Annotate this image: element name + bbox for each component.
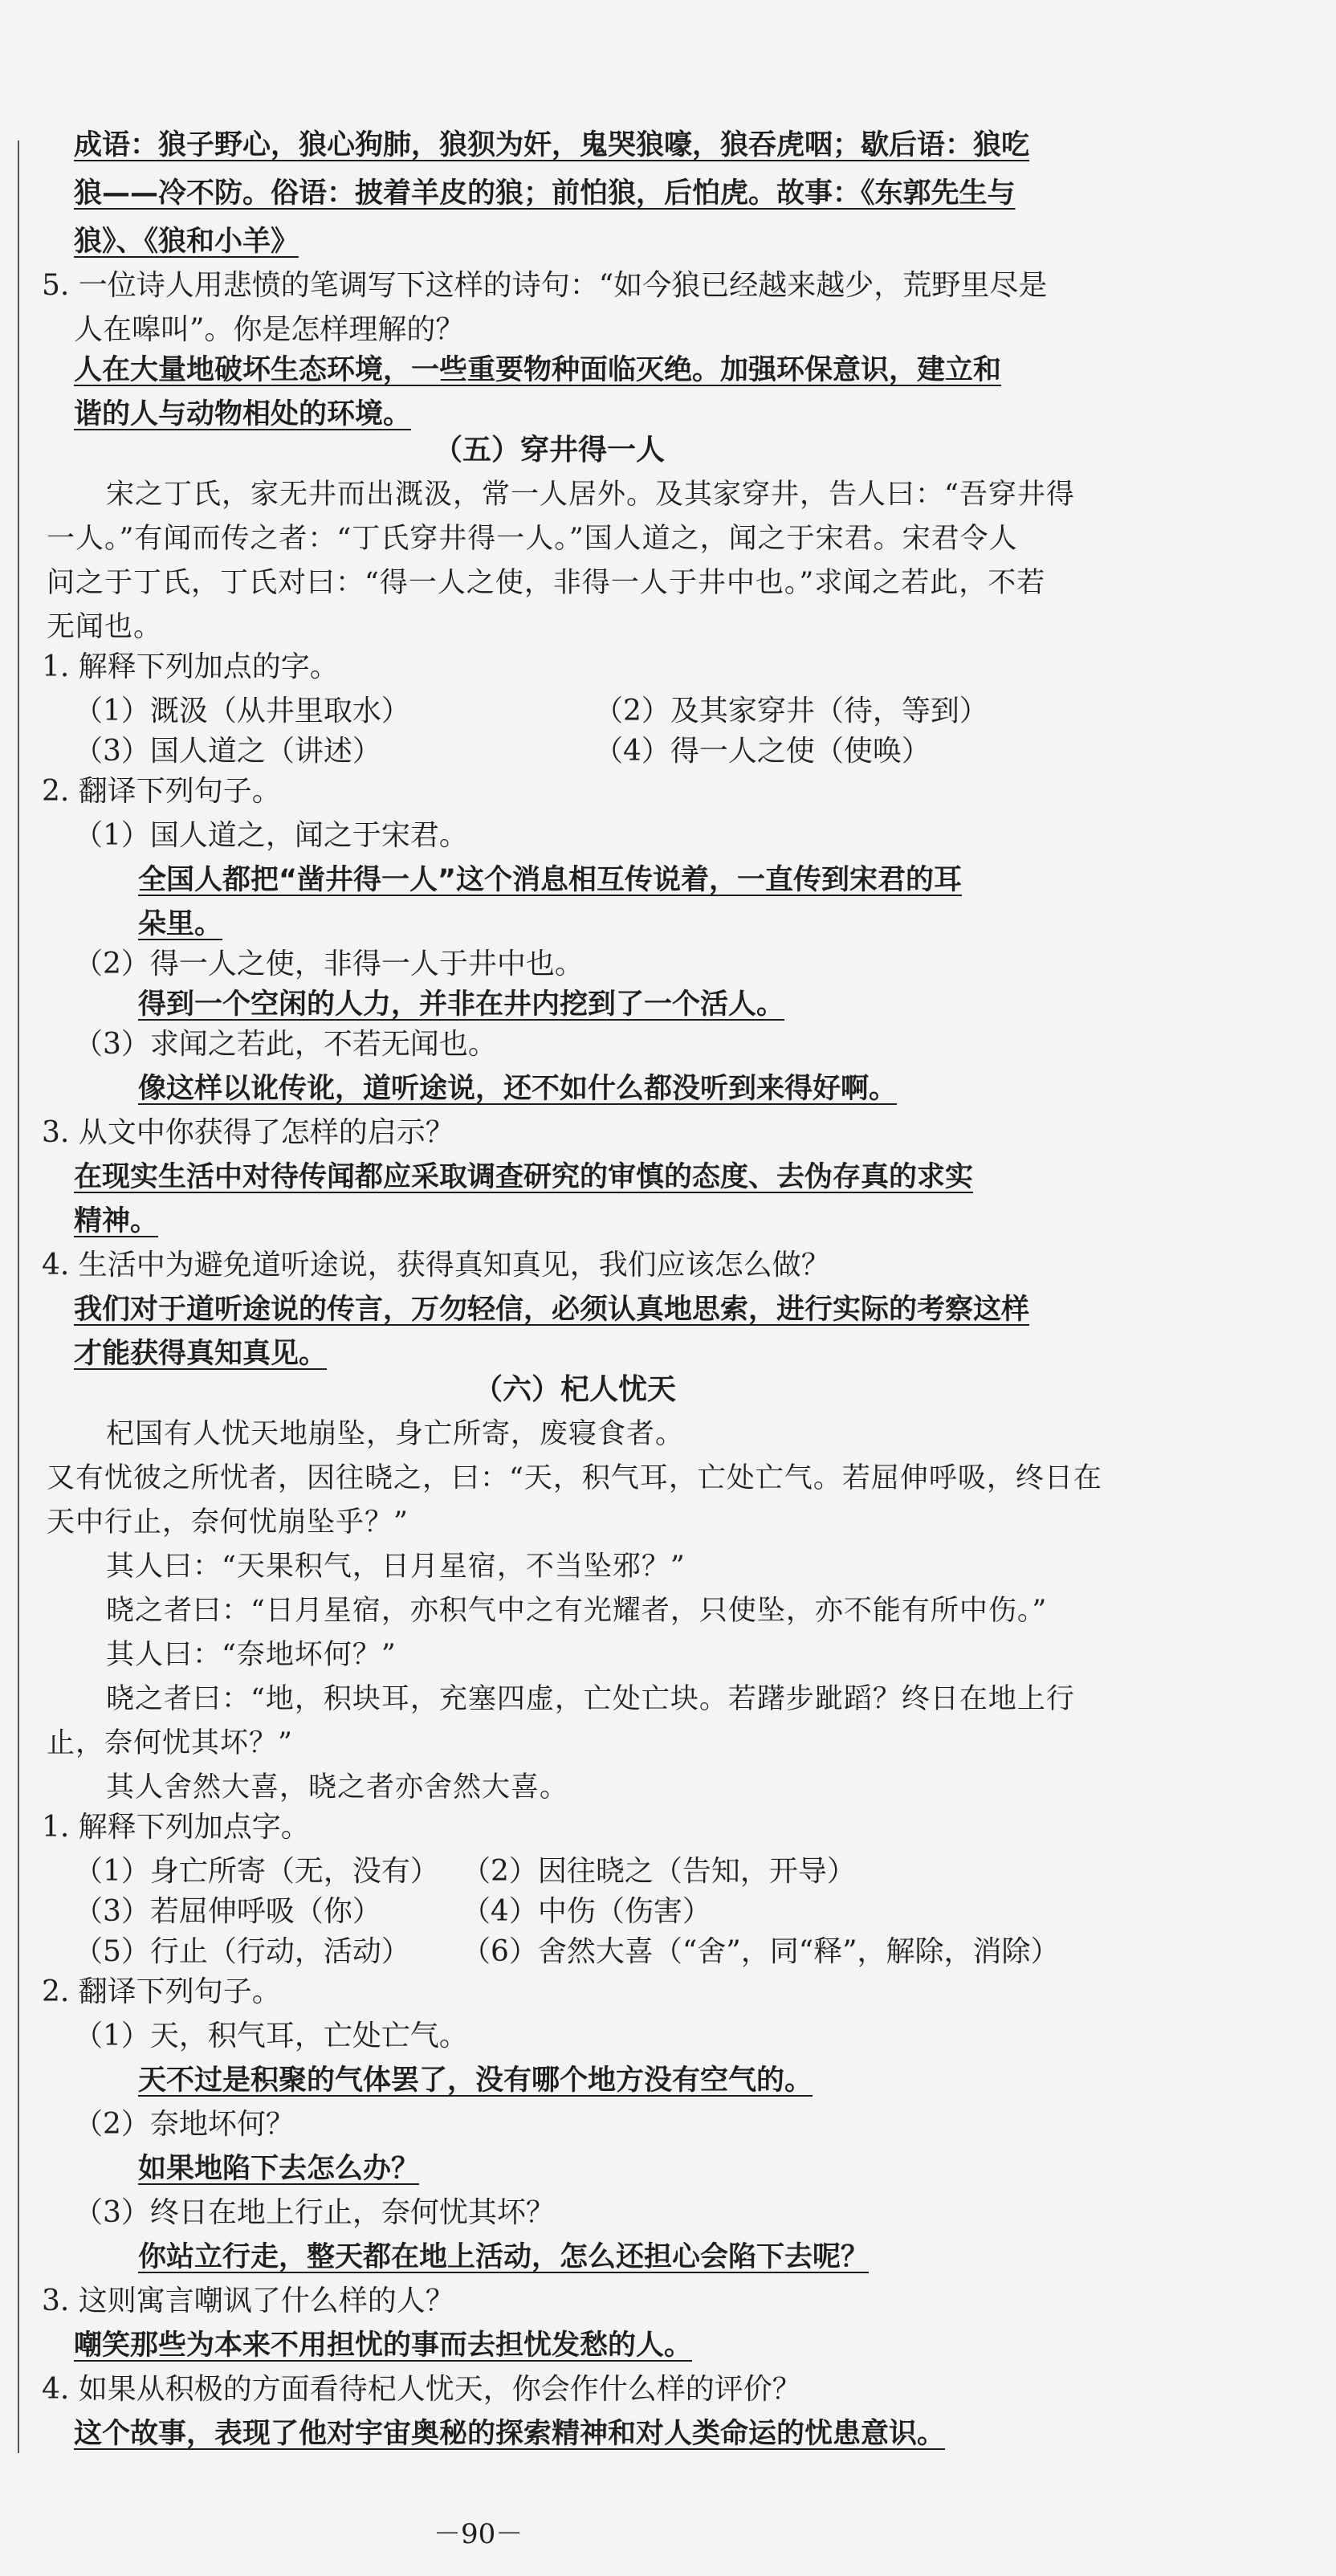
text-line: （5）行止（行动，活动） [74, 1935, 410, 1968]
margin-rule [18, 141, 19, 2453]
passage-line: 问之于丁氏，丁氏对曰：“得一人之使，非得一人于井中也。”求闻之若此，不若 [47, 567, 1046, 599]
text-line: 3. 从文中你获得了怎样的启示？ [42, 1116, 454, 1149]
text-line: 3. 这则寓言嘲讽了什么样的人？ [42, 2285, 454, 2317]
text-line: （1）身亡所寄（无，没有） [74, 1855, 439, 1888]
text-line: 4. 生活中为避免道听途说，获得真知真见，我们应该怎么做？ [42, 1249, 830, 1282]
text-line: 1. 解释下列加点字。 [42, 1811, 310, 1844]
answer-line: 天不过是积聚的气体罢了，没有哪个地方没有空气的。 [138, 2064, 813, 2097]
text-line: （2）奈地坏何？ [74, 2108, 295, 2141]
answer-line: 精神。 [74, 1205, 159, 1237]
passage-line: 其人曰：“奈地坏何？” [106, 1639, 397, 1671]
text-line: 2. 翻译下列句子。 [42, 1975, 281, 2008]
section-heading: （六）杞人忧天 [474, 1373, 677, 1406]
passage-line: 又有忧彼之所忧者，因往晓之，曰：“天，积气耳，亡处亡气。若屈伸呼吸，终日在 [47, 1462, 1102, 1494]
text-line: （1）溉汲（从井里取水） [74, 695, 410, 728]
passage-line: 无闻也。 [47, 611, 163, 643]
answer-line: 人在大量地破坏生态环境，一些重要物种面临灭绝。加强环保意识，建立和 [74, 354, 1002, 386]
text-line: （3）求闻之若此，不若无闻也。 [74, 1028, 497, 1061]
text-line: 5. 一位诗人用悲愤的笔调写下这样的诗句：“如今狼已经越来越少，荒野里尽是 [42, 269, 1048, 302]
text-line: （1）国人道之，闻之于宋君。 [74, 819, 468, 852]
text-line: 人在嗥叫”。你是怎样理解的？ [74, 313, 465, 346]
passage-line: 晓之者曰：“日月星宿，亦积气中之有光耀者，只使坠，亦不能有所中伤。” [106, 1595, 1048, 1627]
passage-line: 杞国有人忧天地崩坠，身亡所寄，废寝食者。 [106, 1418, 685, 1450]
passage-line: 天中行止，奈何忧崩坠乎？” [47, 1506, 409, 1539]
answer-line: 朵里。 [138, 908, 223, 940]
text-line: （3）若屈伸呼吸（你） [74, 1895, 381, 1928]
text-line: 4. 如果从积极的方面看待杞人忧天，你会作什么样的评价？ [42, 2373, 801, 2406]
answer-line: 你站立行走，整天都在地上活动，怎么还担心会陷下去呢？ [138, 2241, 870, 2273]
answer-line: 如果地陷下去怎么办？ [138, 2153, 420, 2185]
answer-line: 得到一个空闲的人力，并非在井内挖到了一个活人。 [138, 988, 785, 1021]
section-heading: （五）穿井得一人 [434, 434, 666, 467]
text-line: 2. 翻译下列句子。 [42, 775, 281, 808]
answer-line: 我们对于道听途说的传言，万勿轻信，必须认真地思索，进行实际的考察这样 [74, 1294, 1030, 1326]
text-line: （6）舍然大喜（“舍”，同“释”，解除，消除） [462, 1935, 1060, 1968]
passage-line: 其人曰：“天果积气，日月星宿，不当坠邪？” [106, 1551, 686, 1583]
text-line: （4）中伤（伤害） [462, 1895, 711, 1928]
answer-line: 才能获得真知真见。 [74, 1338, 328, 1370]
answer-line: 谐的人与动物相处的环境。 [74, 398, 412, 430]
text-line: （3）终日在地上行止，奈何忧其坏？ [74, 2196, 555, 2229]
text-line: （2）及其家穿井（待，等到） [594, 695, 988, 728]
answer-line: 成语：狼子野心，狼心狗肺，狼狈为奸，鬼哭狼嚎，狼吞虎咽；歇后语：狼吃 [74, 129, 1030, 161]
text-line: （4）得一人之使（使唤） [594, 735, 931, 768]
answer-line: 像这样以讹传讹，道听途说，还不如什么都没听到来得好啊。 [138, 1073, 898, 1105]
answer-line: 嘲笑那些为本来不用担忧的事而去担忧发愁的人。 [74, 2329, 693, 2362]
answer-line: 狼——冷不防。俗语：披着羊皮的狼；前怕狼，后怕虎。故事：《东郭先生与 [74, 177, 1016, 210]
text-line: （3）国人道之（讲述） [74, 735, 381, 768]
page-number: －90－ [434, 2518, 523, 2550]
passage-line: 止，奈何忧其坏？” [47, 1727, 293, 1759]
passage-line: 一人。”有闻而传之者：“丁氏穿井得一人。”国人道之，闻之于宋君。宋君令人 [47, 523, 1018, 555]
text-line: （2）因往晓之（告知，开导） [462, 1855, 856, 1888]
answer-line: 狼》、《狼和小羊》 [74, 226, 299, 258]
answer-line: 这个故事，表现了他对宇宙奥秘的探索精神和对人类命运的忧患意识。 [74, 2418, 946, 2450]
passage-line: 晓之者曰：“地，积块耳，充塞四虚，亡处亡块。若躇步跐蹈？终日在地上行 [106, 1683, 1075, 1715]
passage-line: 宋之丁氏，家无井而出溉汲，常一人居外。及其家穿井，告人曰：“吾穿井得 [106, 479, 1075, 511]
answer-line: 在现实生活中对待传闻都应采取调查研究的审慎的态度、去伪存真的求实 [74, 1161, 974, 1193]
passage-line: 其人舍然大喜，晓之者亦舍然大喜。 [106, 1771, 569, 1804]
answer-line: 全国人都把“凿井得一人”这个消息相互传说着，一直传到宋君的耳 [138, 864, 963, 896]
text-line: （2）得一人之使，非得一人于井中也。 [74, 948, 584, 980]
text-line: （1）天，积气耳，亡处亡气。 [74, 2020, 468, 2052]
text-line: 1. 解释下列加点的字。 [42, 650, 339, 683]
